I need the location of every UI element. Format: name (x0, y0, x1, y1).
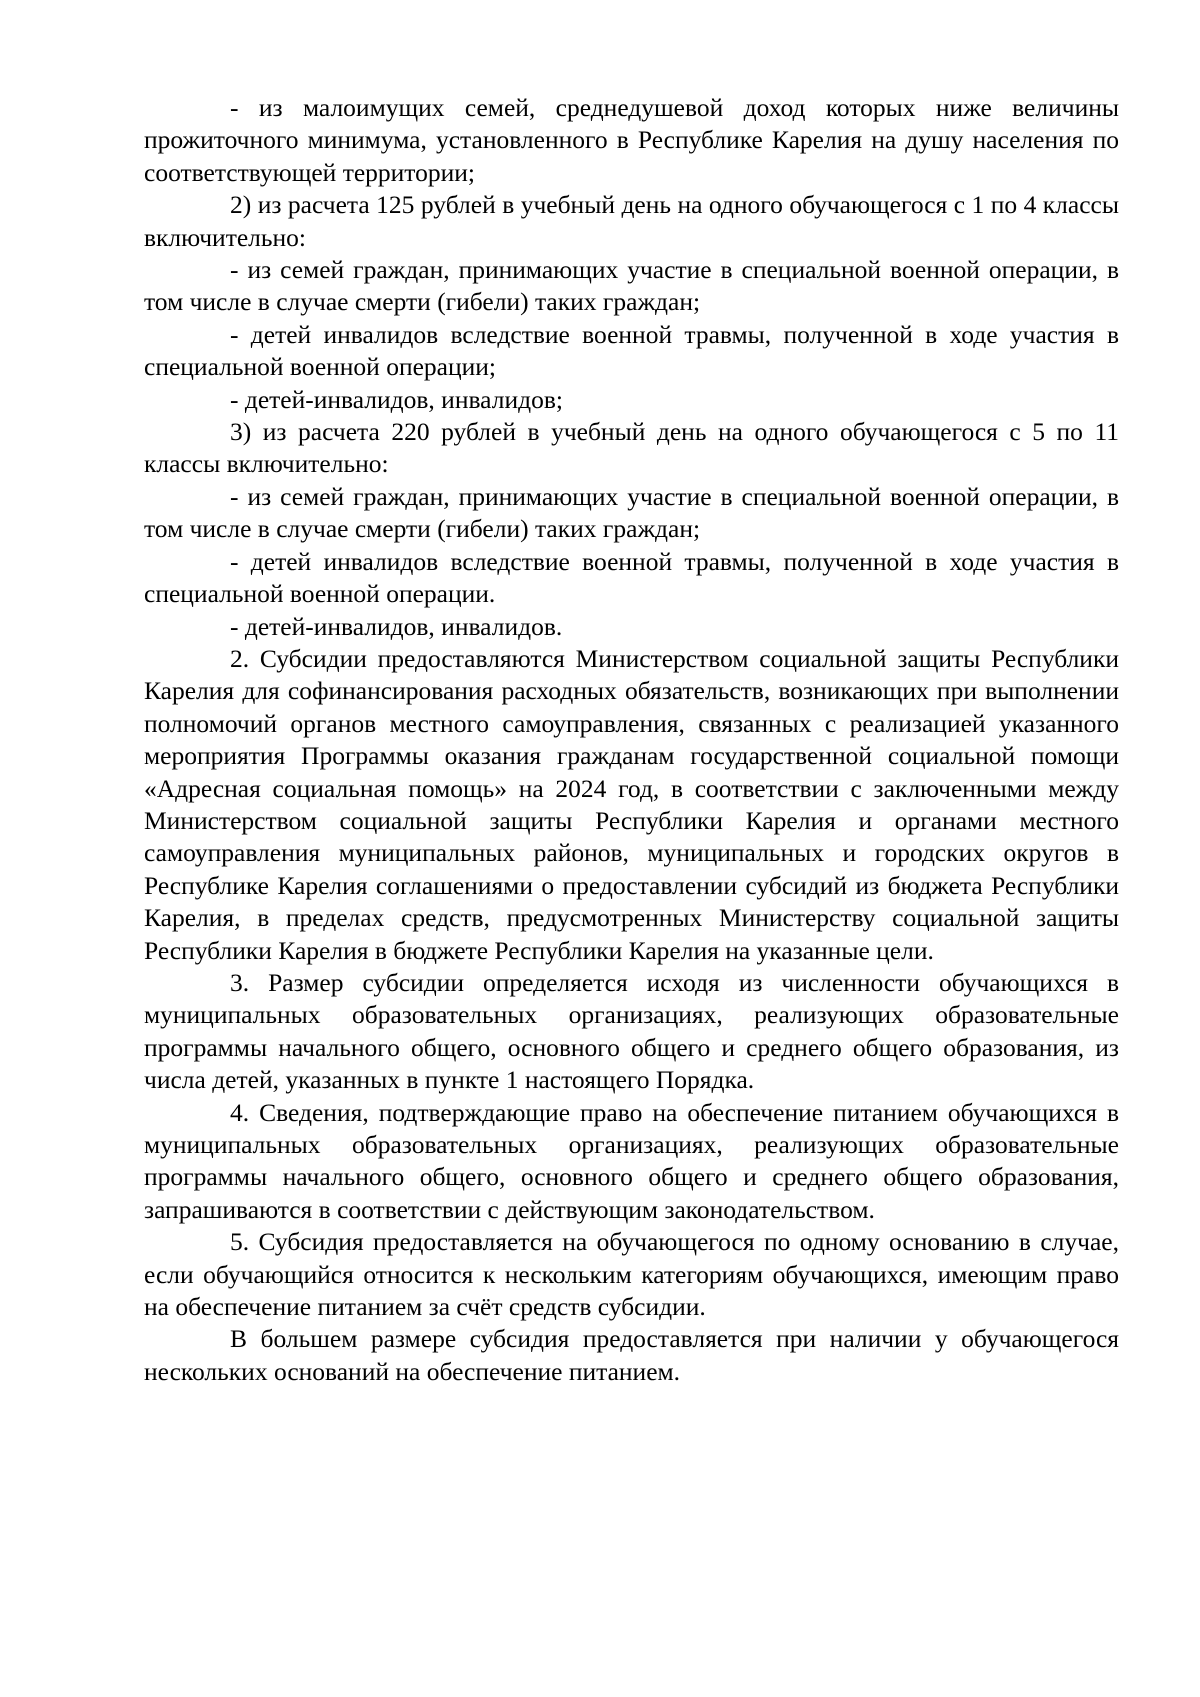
paragraph-low-income-families: - из малоимущих семей, среднедушевой доход которых ниже величины прожиточного минимума, установленного в Республике Карелия на душу населения по соответствующей территории; (144, 93, 1119, 187)
paragraph-rate-220-rubles: 3) из расчета 220 рублей в учебный день на одного обучающегося с 5 по 11 классы включительно: (144, 417, 1119, 479)
paragraph-larger-subsidy: В большем размере субсидия предоставляется при наличии у обучающегося нескольких оснований на обеспечение питанием. (144, 1324, 1119, 1386)
paragraph-disabled-grades-5-11: - детей-инвалидов, инвалидов. (230, 611, 563, 641)
paragraph-section-4-information: 4. Сведения, подтверждающие право на обеспечение питанием обучающихся в муниципальных образовательных организациях, реализующих образовательные программы начального общего, основного общего и среднего общего образования, запрашиваются в соответствии с действующим законодательством. (144, 1097, 1119, 1224)
paragraph-section-3-subsidy-size: 3. Размер субсидии определяется исходя из численности обучающихся в муниципальных образовательных организациях, реализующих образовательные программы начального общего, основного общего и среднего общего образования, из числа детей, указанных в пункте 1 настоящего Порядка. (144, 967, 1119, 1095)
document-page (144, 92, 1119, 1388)
paragraph-svo-families-grades-5-11: - из семей граждан, принимающих участие в специальной военной операции, в том числе в случае смерти (гибели) таких граждан; (144, 481, 1119, 544)
paragraph-military-trauma-grades-5-11: - детей инвалидов вследствие военной травмы, полученной в ходе участия в специальной военной операции. (144, 546, 1119, 609)
paragraph-section-5-one-basis: 5. Субсидия предоставляется на обучающегося по одному основанию в случае, если обучающийся относится к нескольким категориям обучающихся, имеющим право на обеспечение питанием за счёт средств субсидии. (144, 1227, 1119, 1322)
paragraph-section-2-subsidies: 2. Субсидии предоставляются Министерством социальной защиты Республики Карелия для софинансирования расходных обязательств, возникающих при выполнении полномочий органов местного самоуправления, связанных с реализацией указанного мероприятия Программы оказания гражданам государственной социальной помощи «Адресная социальная помощь» на 2024 год, в соответствии с заключенными между Министерством социальной защиты Республики Карелия и органами местного самоуправления муниципальных районов, муниципальных и городских округов в Республике Карелия соглашениями о предоставлении субсидий из бюджета Республики Карелия, в пределах средств, предусмотренных Министерству социальной защиты Республики Карелия в бюджете Республики Карелия на указанные цели. (144, 643, 1119, 965)
paragraph-military-trauma-grades-1-4: - детей инвалидов вследствие военной травмы, полученной в ходе участия в специальной военной операции; (144, 319, 1119, 382)
paragraph-rate-125-rubles: 2) из расчета 125 рублей в учебный день на одного обучающегося с 1 по 4 классы включительно: (144, 190, 1119, 252)
paragraph-svo-families-grades-1-4: - из семей граждан, принимающих участие в специальной военной операции, в том числе в случае смерти (гибели) таких граждан; (144, 255, 1119, 317)
paragraph-disabled-grades-1-4: - детей-инвалидов, инвалидов; (230, 384, 563, 414)
